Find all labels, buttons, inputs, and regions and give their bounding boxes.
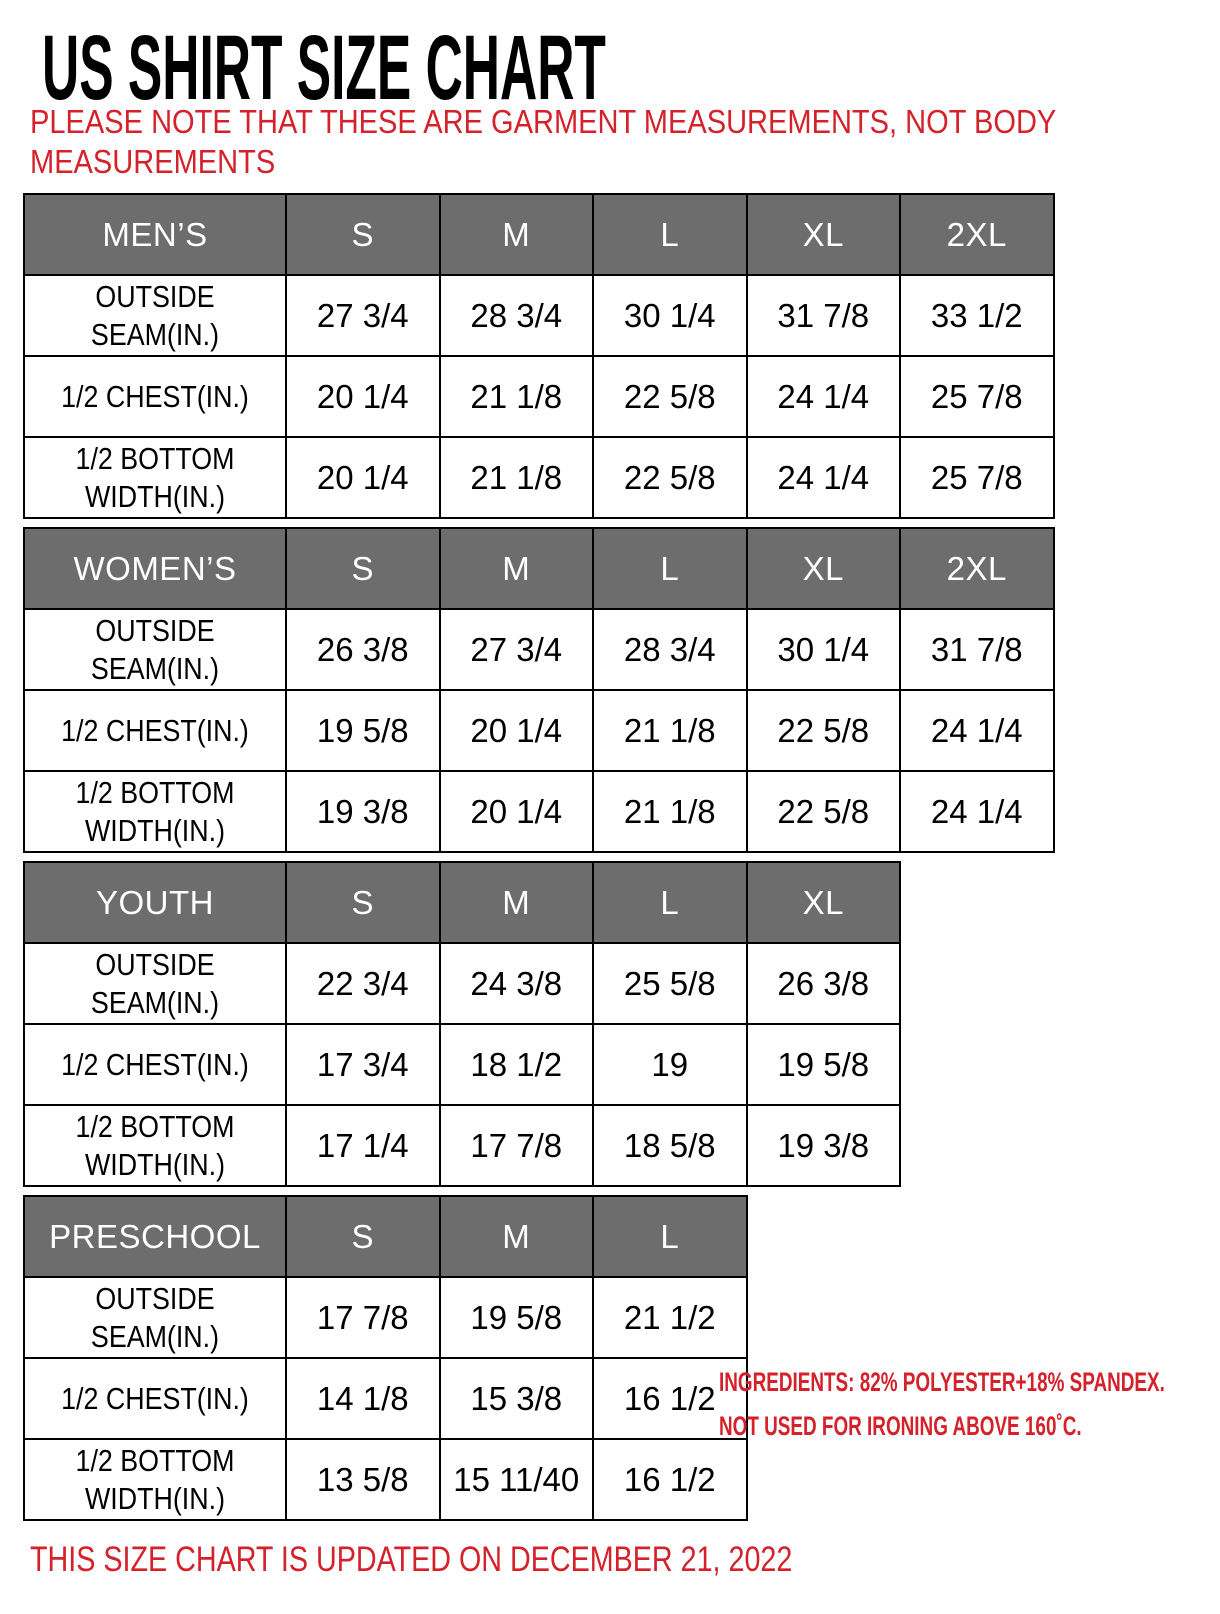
measurement-value-cell: 15 11/40 — [440, 1439, 594, 1520]
page-title: US SHIRT SIZE CHART — [42, 17, 606, 119]
measurement-value-cell: 16 1/2 — [593, 1358, 747, 1439]
header-row — [24, 862, 900, 943]
measurement-value-cell: 21 1/8 — [440, 437, 594, 518]
measurement-label: 1/2 BOTTOM WIDTH(IN.) — [75, 774, 235, 848]
measurement-label-cell — [24, 1358, 286, 1439]
size-column-header: L — [593, 528, 747, 609]
size-column-header: M — [440, 1196, 594, 1277]
measurement-value-cell: 20 1/4 — [440, 690, 594, 771]
measurement-label-cell — [24, 437, 286, 518]
measurement-value-cell: 28 3/4 — [440, 275, 594, 356]
measurement-value-cell: 24 1/4 — [747, 437, 901, 518]
measurement-label-cell — [24, 1105, 286, 1186]
measurement-value-cell: 24 1/4 — [900, 771, 1054, 852]
measurement-row — [24, 1024, 900, 1105]
measurement-value-cell: 22 3/4 — [286, 943, 440, 1024]
measurement-row — [24, 437, 1054, 518]
size-table-womens — [23, 527, 1055, 853]
measurement-value-cell: 16 1/2 — [593, 1439, 747, 1520]
measurement-value-cell: 28 3/4 — [593, 609, 747, 690]
size-column-header: S — [286, 862, 440, 943]
size-tables-container — [23, 193, 1055, 1529]
size-column-header: L — [593, 194, 747, 275]
measurement-label-cell — [24, 356, 286, 437]
measurement-value-cell: 19 — [593, 1024, 747, 1105]
measurement-row — [24, 690, 1054, 771]
measurement-value-cell: 21 1/8 — [593, 771, 747, 852]
size-column-header: S — [286, 1196, 440, 1277]
measurement-row — [24, 771, 1054, 852]
measurement-label-cell — [24, 275, 286, 356]
header-row — [24, 194, 1054, 275]
measurement-label: 1/2 CHEST(IN.) — [61, 379, 249, 414]
measurement-row — [24, 609, 1054, 690]
measurement-label: 1/2 CHEST(IN.) — [61, 713, 249, 748]
measurement-value-cell: 17 3/4 — [286, 1024, 440, 1105]
measurement-label: OUTSIDE SEAM(IN.) — [90, 612, 220, 686]
measurement-value-cell: 24 3/8 — [440, 943, 594, 1024]
measurement-value-cell: 30 1/4 — [747, 609, 901, 690]
measurement-value-cell: 19 5/8 — [747, 1024, 901, 1105]
measurement-label-cell — [24, 771, 286, 852]
measurement-label-cell — [24, 1439, 286, 1520]
size-table-mens — [23, 193, 1055, 519]
measurement-value-cell: 15 3/8 — [440, 1358, 594, 1439]
size-column-header: XL — [747, 862, 901, 943]
measurement-value-cell: 19 5/8 — [286, 690, 440, 771]
measurement-label: OUTSIDE SEAM(IN.) — [90, 278, 220, 352]
size-table-preschool — [23, 1195, 748, 1521]
size-column-header: S — [286, 528, 440, 609]
measurement-label: 1/2 BOTTOM WIDTH(IN.) — [75, 440, 235, 514]
measurement-value-cell: 27 3/4 — [440, 609, 594, 690]
ingredients-note — [719, 1360, 1165, 1448]
measurement-value-cell: 17 7/8 — [286, 1277, 440, 1358]
measurement-value-cell: 30 1/4 — [593, 275, 747, 356]
measurement-value-cell: 20 1/4 — [286, 356, 440, 437]
measurement-value-cell: 22 5/8 — [593, 437, 747, 518]
measurement-label-cell — [24, 943, 286, 1024]
measurement-value-cell: 20 1/4 — [286, 437, 440, 518]
header-row — [24, 1196, 747, 1277]
measurement-value-cell: 25 7/8 — [900, 356, 1054, 437]
measurement-value-cell: 24 1/4 — [900, 690, 1054, 771]
group-label-cell: WOMEN’S — [24, 528, 286, 609]
size-table-youth — [23, 861, 901, 1187]
measurement-row — [24, 1439, 747, 1520]
measurement-label-cell — [24, 609, 286, 690]
measurement-value-cell: 25 5/8 — [593, 943, 747, 1024]
size-column-header: M — [440, 528, 594, 609]
size-column-header: XL — [747, 194, 901, 275]
measurement-row — [24, 943, 900, 1024]
size-column-header: M — [440, 862, 594, 943]
measurement-value-cell: 21 1/8 — [593, 690, 747, 771]
measurement-value-cell: 18 1/2 — [440, 1024, 594, 1105]
measurement-value-cell: 22 5/8 — [593, 356, 747, 437]
updated-date-note: THIS SIZE CHART IS UPDATED ON DECEMBER 21, 2022 — [30, 1540, 793, 1579]
measurement-value-cell: 21 1/8 — [440, 356, 594, 437]
group-label-cell: MEN’S — [24, 194, 286, 275]
measurement-label: 1/2 CHEST(IN.) — [61, 1047, 249, 1082]
measurement-row — [24, 356, 1054, 437]
measurement-value-cell: 27 3/4 — [286, 275, 440, 356]
measurement-value-cell: 25 7/8 — [900, 437, 1054, 518]
size-column-header: L — [593, 1196, 747, 1277]
measurement-value-cell: 33 1/2 — [900, 275, 1054, 356]
garment-measurement-note: PLEASE NOTE THAT THESE ARE GARMENT MEASUREMENTS, NOT BODY MEASUREMENTS — [30, 103, 1056, 180]
measurement-value-cell: 31 7/8 — [747, 275, 901, 356]
measurement-value-cell: 22 5/8 — [747, 690, 901, 771]
measurement-value-cell: 21 1/2 — [593, 1277, 747, 1358]
header-row — [24, 528, 1054, 609]
measurement-value-cell: 14 1/8 — [286, 1358, 440, 1439]
size-column-header: S — [286, 194, 440, 275]
measurement-row — [24, 1105, 900, 1186]
measurement-label: 1/2 BOTTOM WIDTH(IN.) — [75, 1108, 235, 1182]
measurement-value-cell: 19 5/8 — [440, 1277, 594, 1358]
ironing-warning-line: NOT USED FOR IRONING ABOVE 160˚C. — [719, 1411, 1082, 1441]
size-column-header: 2XL — [900, 194, 1054, 275]
size-column-header: XL — [747, 528, 901, 609]
measurement-value-cell: 31 7/8 — [900, 609, 1054, 690]
group-label-cell: YOUTH — [24, 862, 286, 943]
measurement-label-cell — [24, 1277, 286, 1358]
measurement-value-cell: 18 5/8 — [593, 1105, 747, 1186]
measurement-value-cell: 19 3/8 — [747, 1105, 901, 1186]
size-column-header: 2XL — [900, 528, 1054, 609]
measurement-label: 1/2 BOTTOM WIDTH(IN.) — [75, 1442, 235, 1516]
measurement-label: OUTSIDE SEAM(IN.) — [90, 946, 220, 1020]
measurement-value-cell: 26 3/8 — [286, 609, 440, 690]
group-label-cell: PRESCHOOL — [24, 1196, 286, 1277]
ingredients-line: INGREDIENTS: 82% POLYESTER+18% SPANDEX. — [719, 1367, 1165, 1397]
measurement-value-cell: 13 5/8 — [286, 1439, 440, 1520]
size-column-header: M — [440, 194, 594, 275]
measurement-value-cell: 22 5/8 — [747, 771, 901, 852]
measurement-value-cell: 17 7/8 — [440, 1105, 594, 1186]
measurement-value-cell: 24 1/4 — [747, 356, 901, 437]
measurement-label-cell — [24, 690, 286, 771]
measurement-row — [24, 1277, 747, 1358]
measurement-row — [24, 1358, 747, 1439]
size-column-header: L — [593, 862, 747, 943]
measurement-label: 1/2 CHEST(IN.) — [61, 1381, 249, 1416]
measurement-value-cell: 17 1/4 — [286, 1105, 440, 1186]
measurement-label-cell — [24, 1024, 286, 1105]
measurement-row — [24, 275, 1054, 356]
measurement-value-cell: 20 1/4 — [440, 771, 594, 852]
measurement-value-cell: 26 3/8 — [747, 943, 901, 1024]
measurement-label: OUTSIDE SEAM(IN.) — [90, 1280, 220, 1354]
measurement-value-cell: 19 3/8 — [286, 771, 440, 852]
